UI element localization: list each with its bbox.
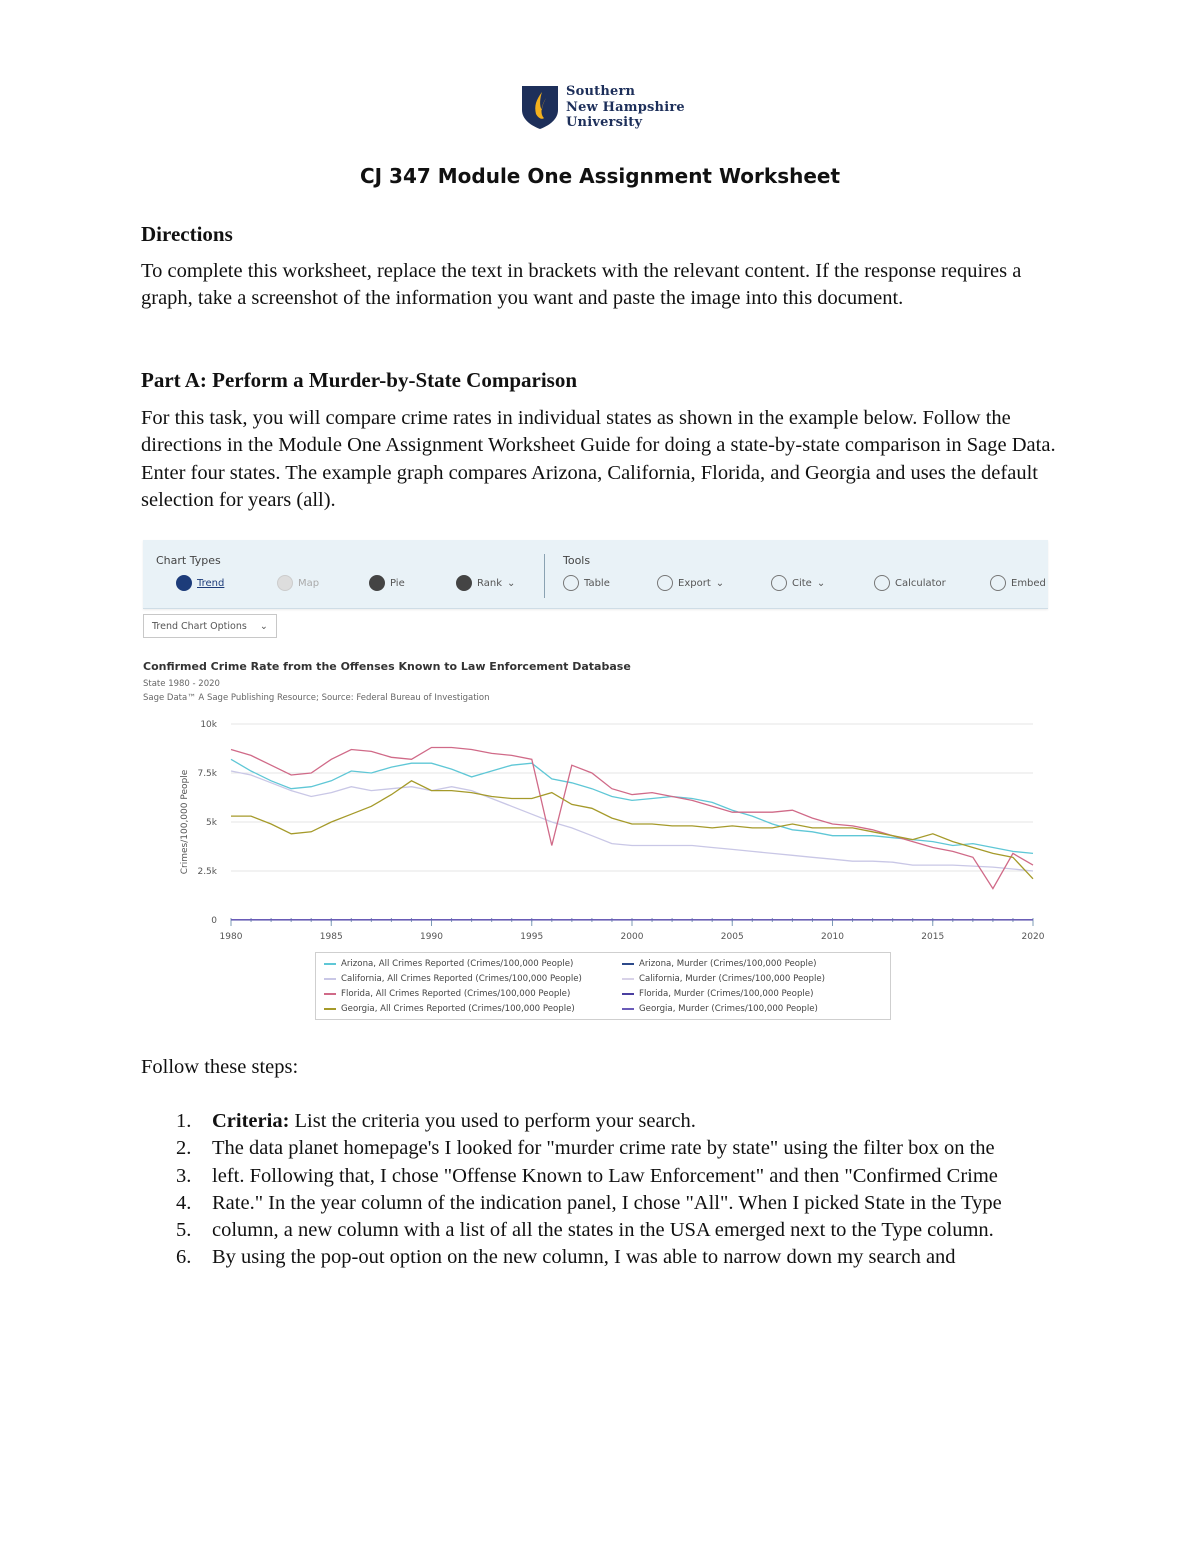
logo-line-2: New Hampshire [566,99,685,115]
tool-label: Export [678,577,711,589]
step-bold-label: Criteria: [212,1110,290,1132]
step-item [141,1163,1061,1190]
directions-text: To complete this worksheet, replace the text in brackets with the relevant content. If the response requires a graph, take a screenshot of the information you want and paste the image into this document. [141,260,1022,310]
step-number: 2. [176,1137,192,1160]
legend-label: California, All Crimes Reported (Crimes/100,000 People) [341,974,582,984]
step-number: 4. [176,1191,192,1214]
legend-swatch [324,1008,336,1010]
step-number: 3. [176,1164,192,1187]
step-item [141,1108,1061,1135]
x-tick-label: 2010 [821,932,844,942]
step-number: 6. [176,1246,192,1269]
legend-label: California, Murder (Crimes/100,000 People) [639,974,825,984]
legend-label: Georgia, All Crimes Reported (Crimes/100,000 People) [341,1004,575,1014]
legend-item[interactable] [324,959,573,969]
legend-swatch [622,978,634,980]
step-item [141,1135,1061,1162]
legend-label: Arizona, All Crimes Reported (Crimes/100,000 People) [341,959,574,969]
y-tick-label: 5k [206,818,217,828]
options-label: Trend Chart Options [152,621,247,632]
steps-list [141,1108,1061,1272]
x-tick-label: 2000 [620,932,644,942]
legend-item[interactable] [324,974,582,984]
y-tick-label: 7.5k [197,769,217,779]
chart-types-label: Chart Types [156,554,221,567]
page-title: CJ 347 Module One Assignment Worksheet [359,164,841,188]
step-text: List the criteria you used to perform your search. [289,1110,696,1132]
y-tick-label: 10k [200,720,217,730]
step-text: column, a new column with a list of all the states in the USA emerged next to the Type column. [212,1219,994,1242]
x-tick-label: 1985 [319,932,343,942]
legend-swatch [622,993,634,995]
step-text: Rate." In the year column of the indication panel, I chose "All". When I picked State in the Type [212,1191,1002,1214]
legend-item[interactable] [622,959,816,969]
legend-label: Georgia, Murder (Crimes/100,000 People) [639,1004,818,1014]
legend-item[interactable] [622,974,825,984]
crime-rate-chart [143,540,1048,952]
step-text: By using the pop-out option on the new column, I was able to narrow down my search and [212,1246,956,1269]
chart-subtitle: State 1980 - 2020 [143,679,220,689]
chart-legend [315,952,891,1020]
step-item [141,1190,1061,1217]
step-item [141,1244,1061,1271]
legend-swatch [324,993,336,995]
legend-label: Arizona, Murder (Crimes/100,000 People) [639,959,817,969]
tool-label: Calculator [895,577,946,589]
x-tick-label: 1980 [219,932,243,942]
legend-item[interactable] [622,989,813,999]
step-number: 5. [176,1219,192,1242]
chevron-down-icon: ⌄ [715,577,725,589]
x-tick-label: 2005 [720,932,744,942]
legend-swatch [622,1008,634,1010]
part-a-text: For this task, you will compare crime rates in individual states as shown in the example below. Follow the directions in the Module One Assignment Worksheet Guide for doing a state-by-state comparison in Sage Data. Enter four states. The example graph compares Arizona, California, Florida, and Georgia and uses the default selection for years (all). [141,407,1056,511]
directions-heading: Directions [141,222,233,246]
snhu-logo [520,84,690,134]
legend-item[interactable] [324,1004,575,1014]
chart-type-label: Pie [390,577,405,589]
tool-label: Table [584,577,610,589]
legend-swatch [324,978,336,980]
part-a-heading: Part A: Perform a Murder-by-State Comparison [141,368,578,392]
x-tick-label: 1990 [420,932,443,942]
tool-label: Embed [1011,577,1046,589]
series-line-1 [231,771,1033,871]
x-tick-label: 2020 [1021,932,1045,942]
logo-line-1: Southern [566,84,636,99]
legend-swatch [324,963,336,965]
legend-swatch [622,963,634,965]
legend-item[interactable] [622,1004,818,1014]
chart-type-label: Trend [197,577,225,589]
logo-line-3: University [566,115,643,130]
step-item [141,1217,1061,1244]
legend-label: Florida, All Crimes Reported (Crimes/100,000 People) [341,989,571,999]
steps-intro: Follow these steps: [141,1056,299,1078]
y-tick-label: 0 [211,916,217,926]
chart-source: Sage Data™ A Sage Publishing Resource; Source: Federal Bureau of Investigation [143,693,490,703]
tools-label: Tools [563,554,591,567]
series-line-2 [231,748,1033,889]
chart-title: Confirmed Crime Rate from the Offenses Known to Law Enforcement Database [143,660,631,673]
chevron-down-icon: ⌄ [507,577,516,589]
x-tick-label: 1995 [520,932,544,942]
legend-label: Florida, Murder (Crimes/100,000 People) [639,989,814,999]
series-line-3 [231,781,1033,879]
step-number: 1. [176,1110,192,1132]
chevron-down-icon: ⌄ [816,577,826,589]
step-text: left. Following that, I chose "Offense Known to Law Enforcement" and then "Confirmed Crime [212,1164,998,1187]
chart-type-label: Map [298,577,320,589]
step-text: The data planet homepage's I looked for "murder crime rate by state" using the filter box on the [212,1137,995,1160]
sage-data-screenshot [143,540,1048,1028]
tool-label: Cite [792,577,812,589]
y-tick-label: 2.5k [197,867,217,877]
y-axis-label: Crimes/100,000 People [180,769,190,875]
chart-type-label: Rank [477,577,502,589]
legend-item[interactable] [324,989,570,999]
chevron-down-icon: ⌄ [259,621,268,632]
shield-logo-icon [520,84,560,130]
x-tick-label: 2015 [921,932,945,942]
